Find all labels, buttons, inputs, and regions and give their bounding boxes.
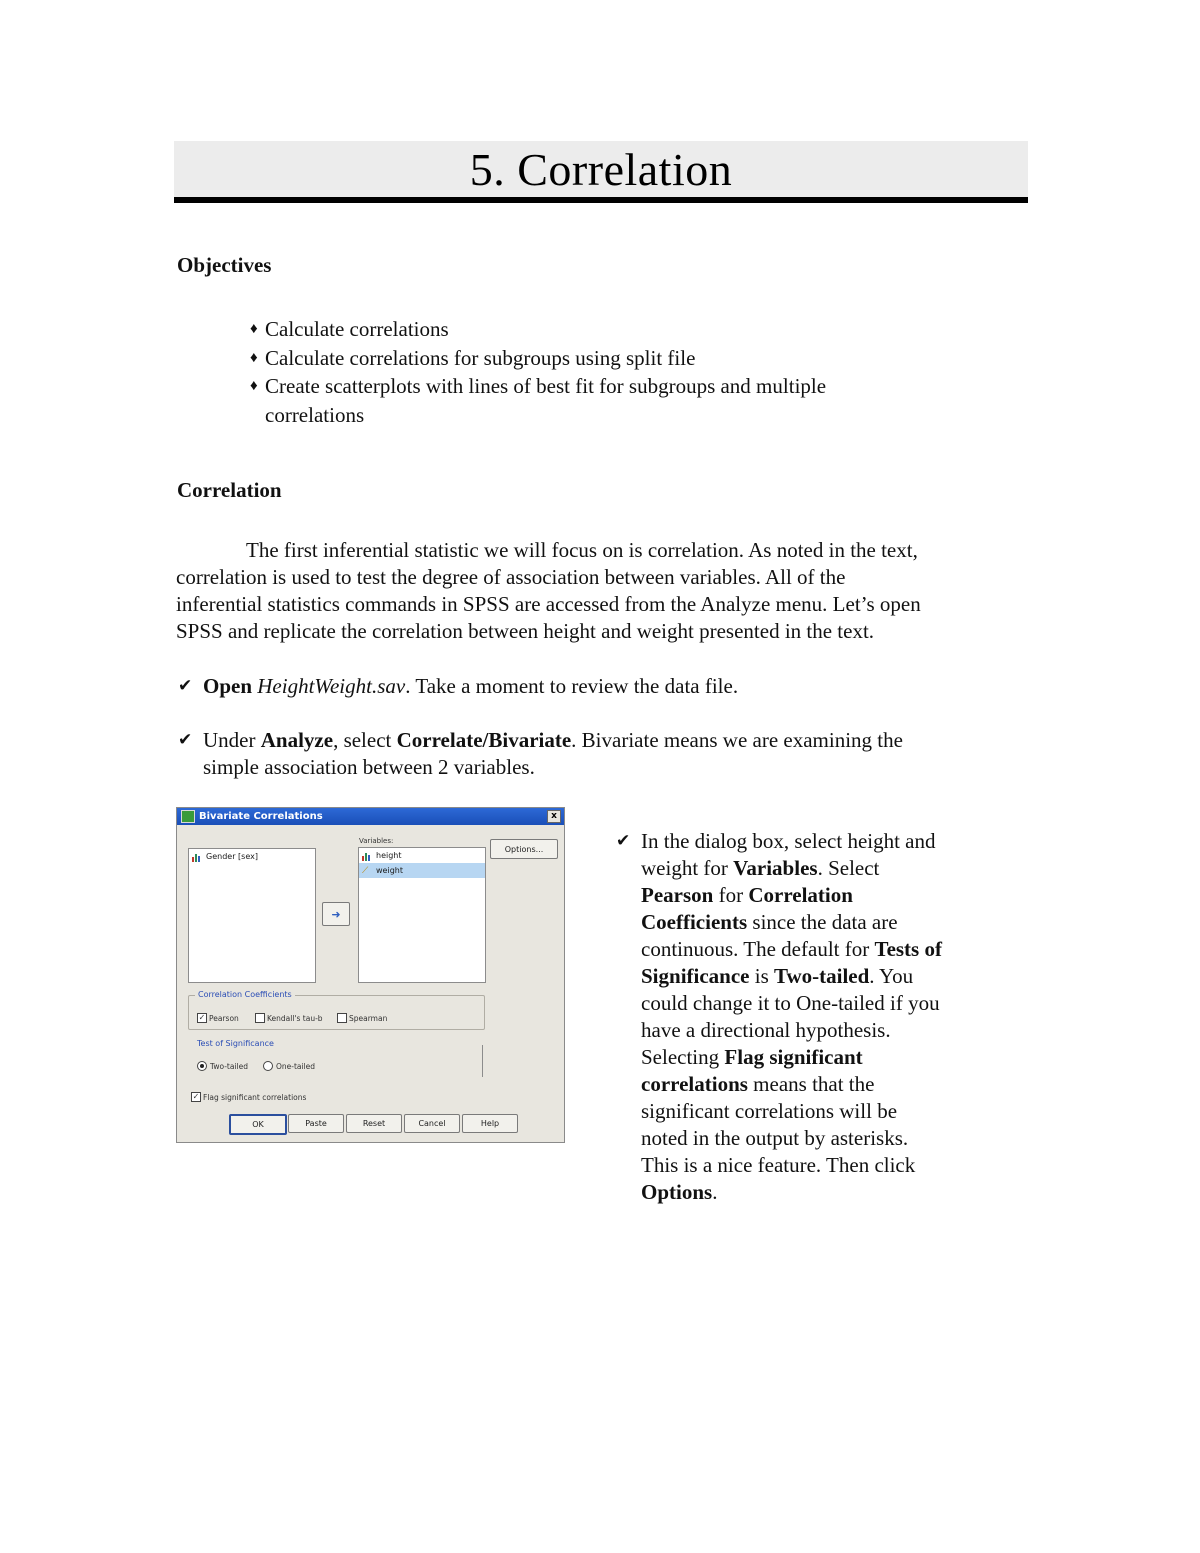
objective-text: Calculate correlations bbox=[265, 317, 449, 341]
diamond-bullet-icon: ♦ bbox=[250, 378, 258, 394]
checkbox[interactable] bbox=[255, 1013, 265, 1023]
ruler-icon: ⟋ bbox=[362, 865, 369, 876]
objective-text: Calculate correlations for subgroups using split file bbox=[265, 345, 696, 370]
target-variable-list[interactable] bbox=[358, 847, 486, 983]
objective-text: correlations bbox=[265, 402, 365, 427]
diamond-bullet-icon: ♦ bbox=[250, 349, 258, 366]
dialog-title: Bivariate Correlations bbox=[199, 811, 323, 822]
correlation-heading: Correlation bbox=[177, 478, 282, 502]
checkmark-icon: ✔ bbox=[178, 676, 193, 696]
objectives-heading: Objectives bbox=[177, 253, 272, 277]
correlation-coefficients-label: Correlation Coefficients bbox=[195, 990, 295, 999]
intro-paragraph bbox=[176, 537, 1036, 645]
list-item bbox=[250, 315, 970, 344]
radio-button[interactable] bbox=[263, 1061, 273, 1071]
cancel-button[interactable]: Cancel bbox=[404, 1114, 460, 1133]
spss-app-icon bbox=[181, 810, 195, 823]
paragraph-line: inferential statistics commands in SPSS are accessed from the Analyze menu. Let’s open bbox=[176, 592, 921, 616]
scale-variable-icon bbox=[362, 851, 372, 861]
step-open-file: ✔ Open HeightWeight.sav. Take a moment to review the data file. bbox=[178, 674, 739, 698]
one-tailed-radio[interactable]: One-tailed bbox=[263, 1061, 315, 1071]
variables-label: Variables: bbox=[359, 837, 394, 845]
list-item bbox=[250, 372, 970, 401]
spearman-checkbox[interactable]: Spearman bbox=[337, 1013, 387, 1023]
page-title: 5. Correlation bbox=[469, 143, 733, 195]
checkmark-icon: ✔ bbox=[616, 831, 631, 851]
two-tailed-radio[interactable]: Two-tailed bbox=[197, 1061, 248, 1071]
diamond-bullet-icon: ♦ bbox=[250, 321, 258, 337]
reset-button[interactable]: Reset bbox=[346, 1114, 402, 1133]
list-item[interactable]: height bbox=[359, 848, 485, 863]
move-variable-button[interactable]: ➜ bbox=[322, 902, 350, 926]
bivariate-correlations-dialog bbox=[176, 807, 565, 1143]
checkbox[interactable] bbox=[337, 1013, 347, 1023]
radio-button[interactable] bbox=[197, 1061, 207, 1071]
ok-button[interactable]: OK bbox=[229, 1114, 287, 1135]
nominal-variable-icon bbox=[192, 852, 202, 862]
pearson-checkbox[interactable]: ✓ Pearson bbox=[198, 1013, 239, 1023]
source-variable-list[interactable] bbox=[188, 848, 316, 983]
paste-button[interactable]: Paste bbox=[288, 1114, 344, 1133]
flag-significant-checkbox[interactable]: ✓ Flag significant correlations bbox=[192, 1092, 307, 1102]
dialog-title-bar bbox=[177, 808, 564, 825]
divider bbox=[482, 1045, 483, 1077]
checkbox[interactable]: ✓ bbox=[192, 1092, 200, 1101]
list-item[interactable]: ⟋ weight bbox=[359, 863, 485, 878]
options-button[interactable]: Options... bbox=[490, 839, 558, 859]
list-item bbox=[250, 401, 970, 430]
kendall-checkbox[interactable]: Kendall's tau-b bbox=[255, 1013, 323, 1023]
paragraph-line: correlation is used to test the degree of association between variables. All of the bbox=[176, 565, 846, 589]
list-item[interactable]: Gender [sex] bbox=[189, 849, 315, 864]
list-item bbox=[250, 344, 970, 373]
checkmark-icon: ✔ bbox=[178, 730, 193, 750]
paragraph-line: The first inferential statistic we will focus on is correlation. As noted in the text, bbox=[246, 538, 918, 562]
paragraph-line: SPSS and replicate the correlation between height and weight presented in the text. bbox=[176, 619, 875, 643]
objective-text: Create scatterplots with lines of best fit for subgroups and multiple bbox=[265, 374, 827, 398]
step-dialog-instructions: ✔ In the dialog box, select height and weight for Variables. Select Pearson for Correlation Coefficients since the data are continuous. The default for Tests of Significance is Two-tailed. You could change it to One-tailed if you have a directional hypothesis. Selecting Flag significant correlations means that the significant correlations will be noted in the output by asterisks. This is a nice feature. Then click Options. bbox=[616, 829, 942, 1204]
close-icon[interactable]: x bbox=[547, 810, 561, 823]
title-banner bbox=[174, 141, 1028, 203]
step-select-bivariate: ✔ Under Analyze, select Correlate/Bivariate. Bivariate means we are examining the simple association between 2 variables. bbox=[178, 728, 903, 779]
help-button[interactable]: Help bbox=[462, 1114, 518, 1133]
checkbox[interactable]: ✓ bbox=[198, 1013, 206, 1022]
test-of-significance-label: Test of Significance bbox=[197, 1039, 274, 1048]
objectives-list bbox=[250, 315, 970, 429]
